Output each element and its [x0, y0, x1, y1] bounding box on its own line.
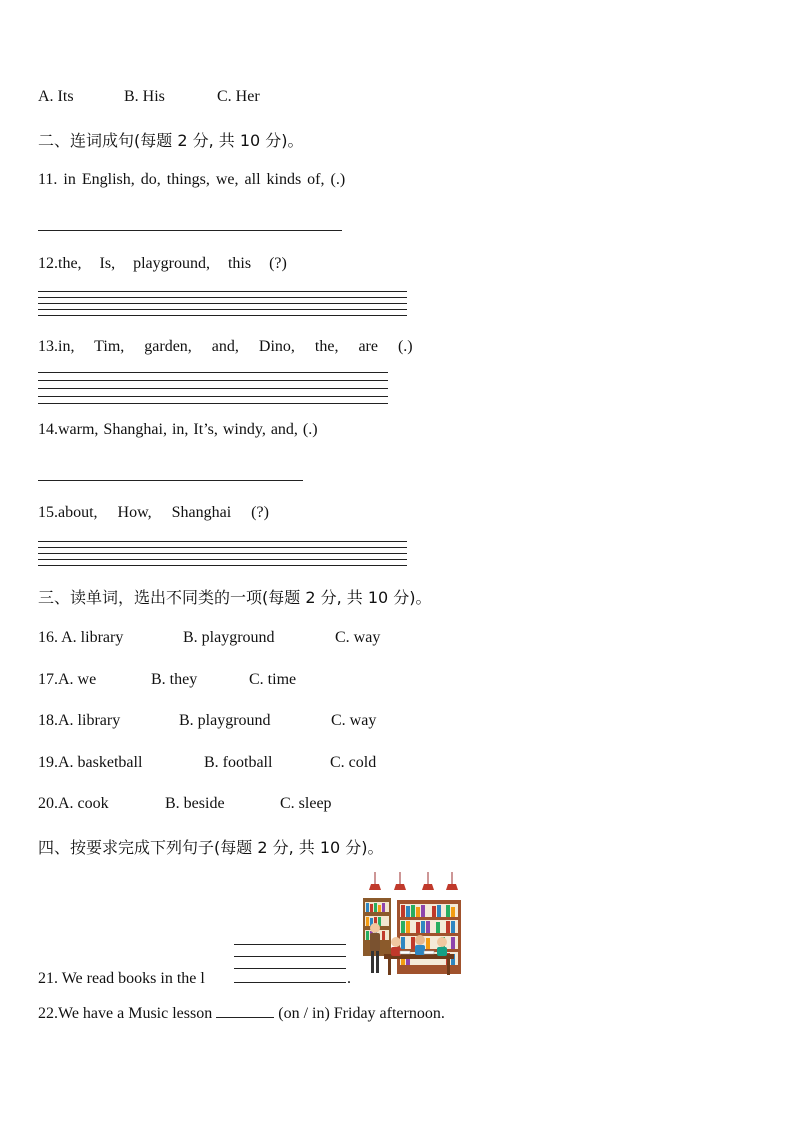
question-text: .in, Tim, garden, and, Dino, the, are (.)	[54, 338, 413, 355]
answer-line[interactable]	[38, 309, 407, 310]
question-number: 14	[38, 421, 54, 438]
answer-line[interactable]	[38, 403, 388, 404]
question-number: 20	[38, 795, 54, 812]
question-text: . We read books in the l	[54, 970, 205, 987]
question-11	[38, 171, 345, 189]
question-19-option-b: B. football	[204, 754, 273, 771]
option-a: .A. cook	[54, 795, 109, 812]
question-18-option-b: B. playground	[179, 712, 271, 729]
question-number: 12	[38, 255, 54, 272]
question-text: . in English, do, things, we, all kinds of, (.)	[53, 171, 346, 188]
question-number: 13	[38, 338, 54, 355]
question-21-period: .	[347, 970, 351, 987]
answer-line[interactable]	[38, 396, 388, 397]
question-text: .warm, Shanghai, in, It’s, windy, and, (.)	[54, 421, 318, 438]
answer-line[interactable]	[38, 380, 388, 381]
question-20-option-c: C. sleep	[280, 795, 332, 812]
question-15	[38, 504, 269, 522]
question-17-option-c: C. time	[249, 671, 297, 688]
question-18-option-c: C. way	[331, 712, 377, 729]
question-16-option-c: C. way	[335, 629, 381, 646]
question-20-option-a	[38, 795, 109, 813]
section4-heading: 四、按要求完成下列句子(每题 2 分, 共 10 分)。	[38, 838, 384, 857]
question-text: .We have a Music lesson	[54, 1005, 213, 1022]
answer-line[interactable]	[38, 541, 407, 542]
answer-line[interactable]	[38, 291, 407, 292]
question-17-option-b: B. they	[151, 671, 198, 688]
q10-option-c: C. Her	[217, 88, 260, 105]
question-number: 21	[38, 970, 54, 987]
answer-line[interactable]	[38, 480, 303, 481]
library-illustration	[360, 872, 464, 978]
question-19-option-a	[38, 754, 142, 772]
question-17-option-a	[38, 671, 96, 689]
question-number: 18	[38, 712, 54, 729]
question-16-option-b: B. playground	[183, 629, 275, 646]
option-a: .A. library	[54, 712, 121, 729]
answer-line[interactable]	[234, 956, 346, 957]
answer-line[interactable]	[38, 547, 407, 548]
answer-line[interactable]	[38, 559, 407, 560]
question-text: .about, How, Shanghai (?)	[54, 504, 269, 521]
answer-line[interactable]	[38, 553, 407, 554]
answer-line[interactable]	[38, 565, 407, 566]
question-16-option-a	[38, 629, 123, 647]
question-12	[38, 255, 287, 273]
question-19-option-c: C. cold	[330, 754, 377, 771]
question-text: .the, Is, playground, this (?)	[54, 255, 287, 272]
question-14	[38, 421, 318, 439]
answer-line[interactable]	[234, 944, 346, 945]
answer-line[interactable]	[234, 982, 346, 983]
question-18-option-a	[38, 712, 120, 730]
answer-line[interactable]	[234, 968, 346, 969]
answer-line[interactable]	[38, 303, 407, 304]
question-number: 19	[38, 754, 54, 771]
answer-line[interactable]	[38, 315, 407, 316]
q10-option-b: B. His	[124, 88, 165, 105]
section3-heading: 三、读单词，选出不同类的一项(每题 2 分, 共 10 分)。	[38, 588, 432, 607]
option-a: .A. basketball	[54, 754, 143, 771]
answer-line[interactable]	[38, 372, 388, 373]
answer-blank[interactable]	[216, 1003, 274, 1018]
question-21	[38, 970, 205, 988]
question-number: 11	[38, 171, 54, 188]
question-13	[38, 338, 413, 356]
answer-line[interactable]	[38, 388, 388, 389]
q10-option-a: A. Its	[38, 88, 74, 105]
option-a: .A. we	[54, 671, 97, 688]
question-20-option-b: B. beside	[165, 795, 225, 812]
question-number: 17	[38, 671, 54, 688]
question-number: 16	[38, 629, 54, 646]
question-text-end: (on / in) Friday afternoon.	[278, 1005, 445, 1022]
question-number: 22	[38, 1005, 54, 1022]
answer-line[interactable]	[38, 230, 342, 231]
question-number: 15	[38, 504, 54, 521]
question-22	[38, 1003, 445, 1023]
option-a: . A. library	[54, 629, 124, 646]
section2-heading: 二、连词成句(每题 2 分, 共 10 分)。	[38, 131, 304, 150]
answer-line[interactable]	[38, 297, 407, 298]
